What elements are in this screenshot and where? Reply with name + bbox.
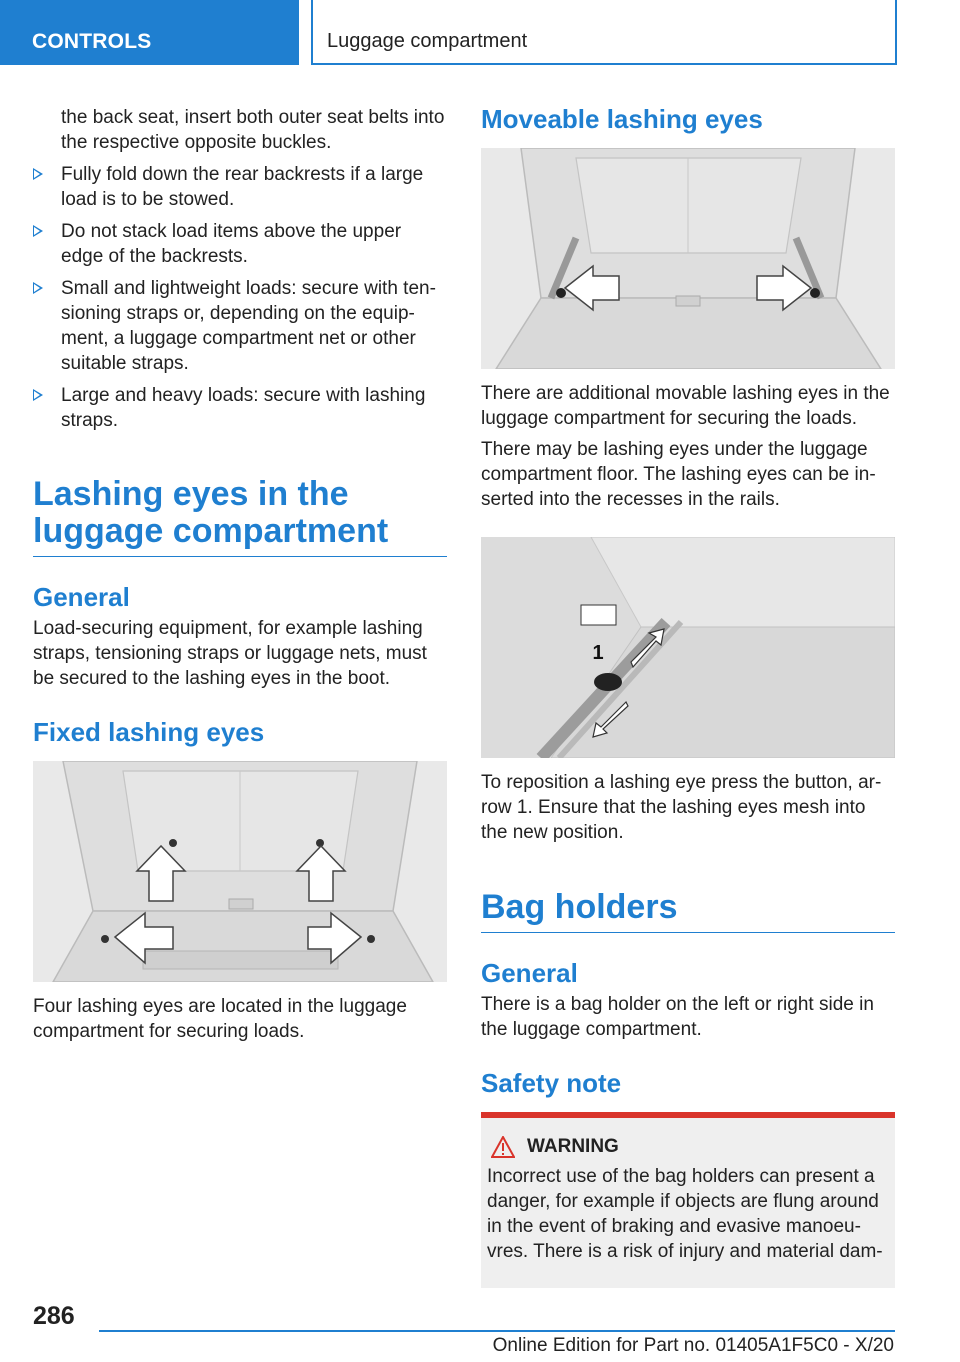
subheading-fixed-lashing-eyes: Fixed lashing eyes: [33, 717, 265, 747]
intro-continuation: the back seat, insert both outer seat belts into the respective opposite buckles.: [61, 107, 445, 153]
subheading-safety-note: Safety note: [481, 1068, 622, 1098]
subheading-general-bag: General: [481, 958, 578, 988]
moveable-lashing-eyes-illustration: [481, 148, 895, 369]
list-item-text: Fully fold down the rear backrests if a large load is to be stowed.: [61, 164, 424, 210]
warning-title-row: [487, 1136, 889, 1158]
page-number: 286: [33, 1302, 75, 1330]
warning-triangle-icon: [491, 1136, 515, 1158]
bag-holder-text: There is a bag holder on the left or right side in the luggage compartment.: [481, 994, 874, 1040]
moveable-text-1: There are additional movable lashing eyes in the luggage compartment for securing the loads.: [481, 383, 890, 429]
list-item: [33, 383, 447, 433]
warning-text: Incorrect use of the bag holders can present a danger, for example if objects are flung around in the event of braking and evasive manoeu‐vres. There is a risk of injury and material dam‐: [487, 1166, 883, 1262]
edition-footer: Online Edition for Part no. 01405A1F5C0 - X/20: [492, 1335, 894, 1356]
section-heading-lashing-eyes: Lashing eyes in the luggage compartment: [33, 476, 447, 557]
rail-lashing-eye-illustration: [481, 537, 895, 758]
chapter-header: [311, 0, 897, 65]
subheading-general: General: [33, 582, 130, 612]
left-column: [33, 100, 447, 1044]
list-item-text: Large and heavy loads: secure with lashing straps.: [61, 385, 426, 431]
fixed-lashing-eyes-text: Four lashing eyes are located in the luggage compartment for securing loads.: [33, 996, 407, 1042]
bullet-triangle-icon: [33, 282, 43, 294]
list-item: [33, 162, 447, 212]
bullet-triangle-icon: [33, 225, 43, 237]
subheading-moveable-lashing-eyes: Moveable lashing eyes: [481, 104, 763, 134]
section-heading-bag-holders: Bag holders: [481, 889, 895, 933]
moveable-text-2: There may be lashing eyes under the luggage compartment floor. The lashing eyes can be in‐serted into the recesses in the rails.: [481, 439, 876, 510]
list-item: [33, 276, 447, 376]
warning-title: WARNING: [527, 1136, 619, 1157]
footer-divider: [99, 1330, 895, 1332]
bullet-list: [33, 162, 447, 433]
bullet-triangle-icon: [33, 389, 43, 401]
list-item: [33, 219, 447, 269]
section-label: CONTROLS: [32, 30, 152, 53]
list-item-text: Small and lightweight loads: secure with ten‐sioning straps or, depending on the equip‐ment, a luggage compartment net or other suitable straps.: [61, 278, 436, 374]
right-column: [481, 100, 895, 1288]
general-text: Load-securing equipment, for example lashing straps, tensioning straps or luggage nets, must be secured to the lashing eyes in the boot.: [33, 618, 427, 689]
fixed-lashing-eyes-illustration: [33, 761, 447, 982]
warning-box: [481, 1112, 895, 1288]
reposition-text: To reposition a lashing eye press the button, ar‐row 1. Ensure that the lashing eyes mesh into the new position.: [481, 772, 882, 843]
bullet-triangle-icon: [33, 168, 43, 180]
chapter-title: Luggage compartment: [327, 30, 528, 52]
figure-label-1: 1: [592, 642, 604, 664]
list-item-text: Do not stack load items above the upper edge of the backrests.: [61, 221, 402, 267]
section-tab: [0, 0, 299, 65]
